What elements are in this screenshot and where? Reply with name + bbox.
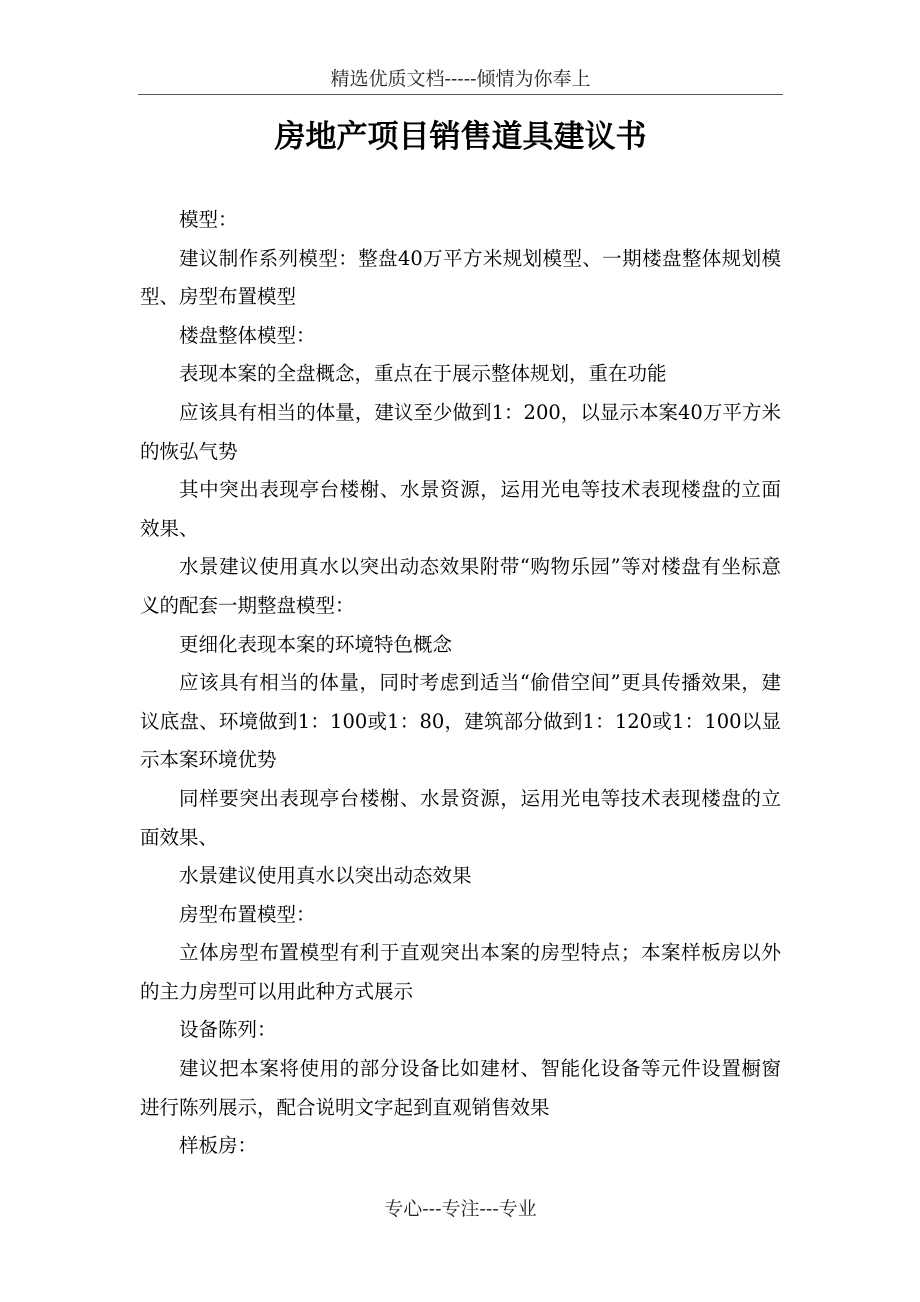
paragraph: 水景建议使用真水以突出动态效果附带“购物乐园”等对楼盘有坐标意义的配套一期整盘模型： xyxy=(140,555,781,617)
paragraph: 应该具有相当的体量，建议至少做到1：200，以显示本案40万平方米的恢弘气势 xyxy=(140,400,781,463)
paragraph: 同样要突出表现亭台楼榭、水景资源，运用光电等技术表现楼盘的立面效果、 xyxy=(140,786,781,849)
paragraph: 水景建议使用真水以突出动态效果 xyxy=(179,864,472,888)
paragraph: 样板房： xyxy=(179,1134,258,1158)
document-title: 房地产项目销售道具建议书 xyxy=(274,119,647,155)
paragraph: 设备陈列： xyxy=(179,1018,277,1042)
paragraph: 应该具有相当的体量，同时考虑到适当“偷借空间”更具传播效果，建议底盘、环境做到1：100或1：80，建筑部分做到1：120或1：100以显示本案环境优势 xyxy=(140,671,781,772)
paragraph: 立体房型布置模型有利于直观突出本案的房型特点；本案样板房以外的主力房型可以用此种方式展示 xyxy=(140,941,781,1003)
document-body xyxy=(140,201,781,1166)
page-footer: 专心---专注---专业 xyxy=(384,1198,537,1220)
page-header: 精选优质文档-----倾情为你奉上 xyxy=(138,64,783,95)
paragraph: 其中突出表现亭台楼榭、水景资源，运用光电等技术表现楼盘的立面效果、 xyxy=(140,478,781,540)
paragraph: 建议把本案将使用的部分设备比如建材、智能化设备等元件设置橱窗进行陈列展示，配合说明文字起到直观销售效果 xyxy=(140,1057,781,1119)
paragraph: 建议制作系列模型：整盘40万平方米规划模型、一期楼盘整体规划模型、房型布置模型 xyxy=(140,246,781,309)
paragraph: 更细化表现本案的环境特色概念 xyxy=(179,632,453,656)
paragraph: 表现本案的全盘概念，重点在于展示整体规划，重在功能 xyxy=(179,362,667,386)
paragraph: 房型布置模型： xyxy=(179,902,316,926)
paragraph: 模型： xyxy=(179,208,238,231)
paragraph: 楼盘整体模型： xyxy=(179,323,316,347)
